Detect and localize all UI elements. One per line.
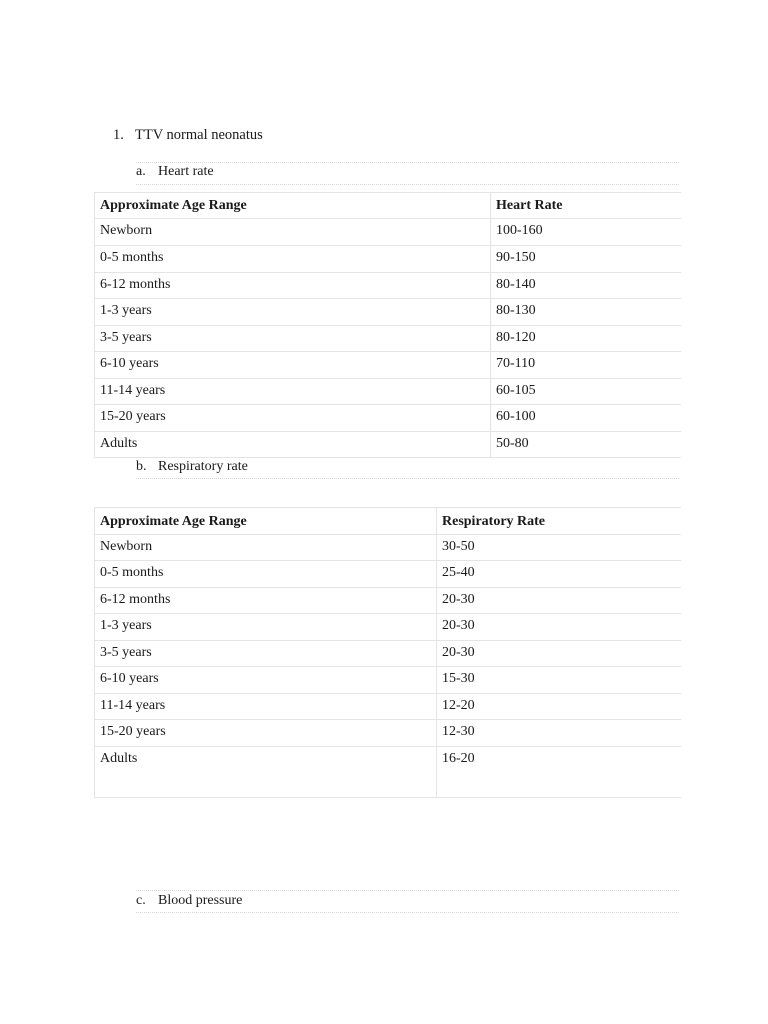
subitem-heart-rate xyxy=(136,164,214,180)
cell-rate: 50-80 xyxy=(491,432,682,458)
cell-rate: 70-110 xyxy=(491,352,682,379)
cell-age-range: Newborn xyxy=(95,219,491,246)
subitem-letter: c. xyxy=(136,893,146,908)
cell-age-range: 6-12 months xyxy=(95,588,437,614)
subitem-heart-rate-text: Heart rate xyxy=(158,164,214,179)
cell-age-range: 11-14 years xyxy=(95,379,491,405)
dotted-divider xyxy=(136,890,679,891)
cell-rate: 12-30 xyxy=(437,720,682,747)
cell-age-range: 11-14 years xyxy=(95,694,437,720)
table-row xyxy=(95,588,682,614)
subitem-respiratory-rate-text: Respiratory rate xyxy=(158,459,248,474)
table-header-row xyxy=(95,508,682,535)
table-row xyxy=(95,694,682,720)
column-header-age-range: Approximate Age Range xyxy=(95,193,491,219)
cell-rate: 60-105 xyxy=(491,379,682,405)
table-row xyxy=(95,535,682,561)
outline-item-1 xyxy=(113,127,263,144)
table-row xyxy=(95,326,682,352)
cell-rate: 25-40 xyxy=(437,561,682,588)
dotted-divider xyxy=(136,162,679,163)
table-row xyxy=(95,219,682,246)
table-row xyxy=(95,432,682,458)
cell-age-range: 6-10 years xyxy=(95,667,437,694)
cell-rate: 30-50 xyxy=(437,535,682,561)
table-row xyxy=(95,614,682,641)
cell-rate: 100-160 xyxy=(491,219,682,246)
table-row xyxy=(95,379,682,405)
subitem-letter: b. xyxy=(136,459,147,474)
table-row xyxy=(95,352,682,379)
cell-age-range: 6-12 months xyxy=(95,273,491,299)
dotted-divider xyxy=(136,912,679,913)
cell-rate: 20-30 xyxy=(437,641,682,667)
cell-rate: 90-150 xyxy=(491,246,682,273)
cell-age-range: 15-20 years xyxy=(95,405,491,432)
column-header-heart-rate: Heart Rate xyxy=(491,193,682,219)
cell-age-range: Adults xyxy=(95,432,491,458)
outline-item-1-text: TTV normal neonatus xyxy=(135,127,263,143)
cell-age-range: 0-5 months xyxy=(95,561,437,588)
cell-rate: 16-20 xyxy=(437,747,682,798)
table-row xyxy=(95,246,682,273)
table-row xyxy=(95,273,682,299)
subitem-blood-pressure-text: Blood pressure xyxy=(158,893,243,908)
dotted-divider xyxy=(136,478,679,479)
cell-rate: 20-30 xyxy=(437,588,682,614)
column-header-respiratory-rate: Respiratory Rate xyxy=(437,508,682,535)
table-row xyxy=(95,720,682,747)
table-header-row xyxy=(95,193,682,219)
table-row xyxy=(95,405,682,432)
table-row xyxy=(95,747,682,798)
cell-age-range: 3-5 years xyxy=(95,326,491,352)
cell-age-range: 0-5 months xyxy=(95,246,491,273)
cell-age-range: 1-3 years xyxy=(95,299,491,326)
heart-rate-table xyxy=(94,192,681,458)
cell-age-range: 3-5 years xyxy=(95,641,437,667)
table-row xyxy=(95,561,682,588)
cell-rate: 60-100 xyxy=(491,405,682,432)
respiratory-rate-table xyxy=(94,507,681,798)
outline-number: 1. xyxy=(113,127,124,143)
table-row xyxy=(95,641,682,667)
cell-age-range: Newborn xyxy=(95,535,437,561)
cell-rate: 80-140 xyxy=(491,273,682,299)
cell-rate: 20-30 xyxy=(437,614,682,641)
table-row xyxy=(95,667,682,694)
cell-rate: 15-30 xyxy=(437,667,682,694)
table-row xyxy=(95,299,682,326)
cell-rate: 12-20 xyxy=(437,694,682,720)
subitem-respiratory-rate xyxy=(136,459,248,475)
cell-rate: 80-130 xyxy=(491,299,682,326)
cell-age-range: 15-20 years xyxy=(95,720,437,747)
cell-rate: 80-120 xyxy=(491,326,682,352)
dotted-divider xyxy=(136,184,679,185)
cell-age-range: 1-3 years xyxy=(95,614,437,641)
column-header-age-range: Approximate Age Range xyxy=(95,508,437,535)
subitem-letter: a. xyxy=(136,164,146,179)
subitem-blood-pressure xyxy=(136,893,242,909)
cell-age-range: Adults xyxy=(95,747,437,798)
cell-age-range: 6-10 years xyxy=(95,352,491,379)
